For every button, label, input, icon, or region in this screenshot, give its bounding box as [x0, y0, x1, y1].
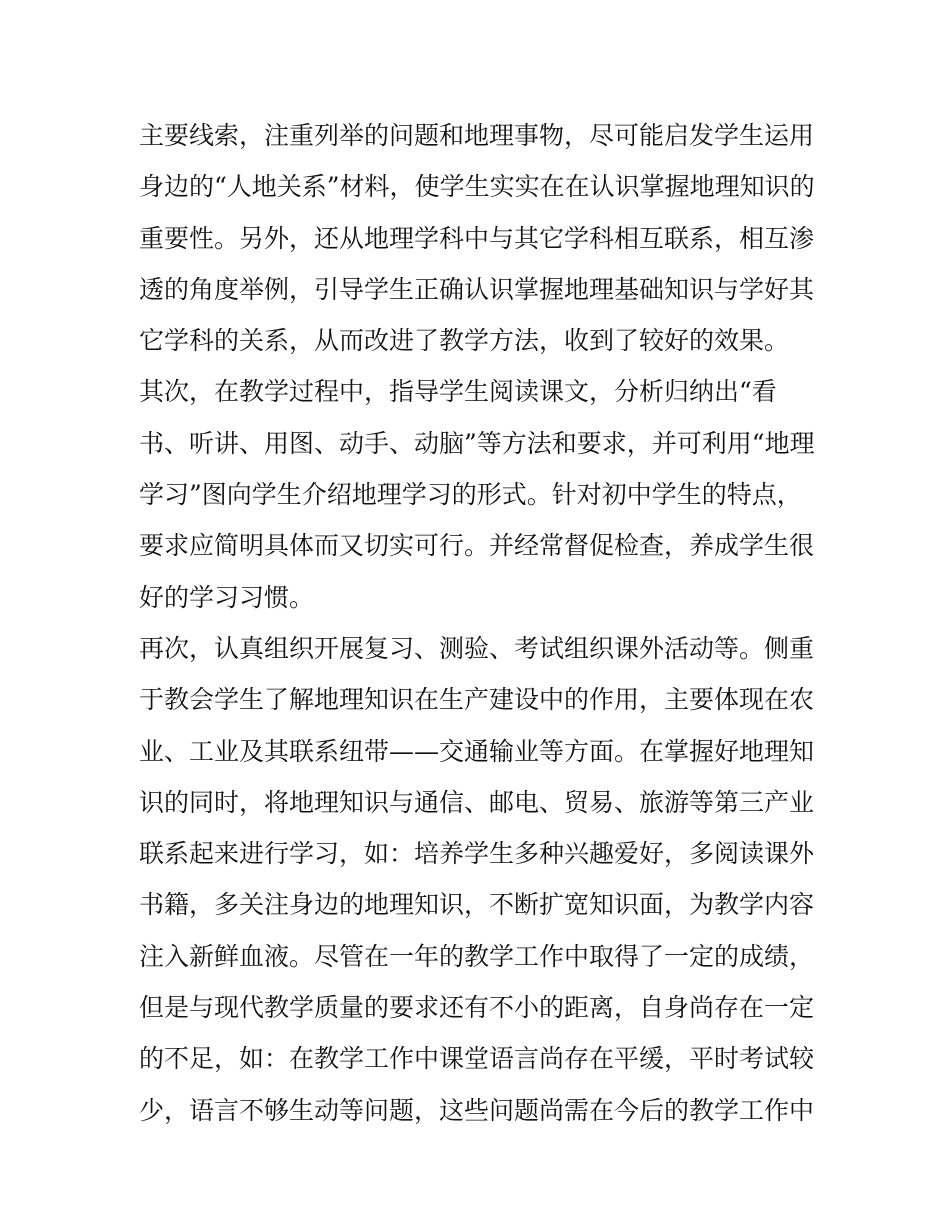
text-line: 再次，认真组织开展复习、测验、考试组织课外活动等。侧重 — [139, 633, 815, 663]
text-line: 重要性。另外，还从地理学科中与其它学科相互联系，相互渗 — [139, 223, 815, 253]
text-line: 识的同时，将地理知识与通信、邮电、贸易、旅游等第三产业 — [139, 787, 815, 817]
text-line: 身边的“人地关系”材料，使学生实实在在认识掌握地理知识的 — [139, 172, 815, 202]
text-line: 要求应简明具体而又切实可行。并经常督促检查，养成学生很 — [139, 531, 815, 561]
text-line: 但是与现代教学质量的要求还有不小的距离，自身尚存在一定 — [139, 993, 815, 1023]
text-line: 它学科的关系，从而改进了教学方法，收到了较好的效果。 — [139, 326, 790, 356]
text-line: 学习”图向学生介绍地理学习的形式。针对初中学生的特点， — [139, 480, 802, 510]
text-line: 业、工业及其联系纽带——交通输业等方面。在掌握好地理知 — [139, 736, 815, 766]
text-line: 其次，在教学过程中，指导学生阅读课文，分析归纳出“看 — [139, 377, 777, 407]
text-line: 好的学习习惯。 — [139, 582, 315, 612]
text-line: 书籍，多关注身边的地理知识，不断扩宽知识面，为教学内容 — [139, 890, 815, 920]
text-line: 于教会学生了解地理知识在生产建设中的作用，主要体现在农 — [139, 685, 815, 715]
text-line: 书、听讲、用图、动手、动脑”等方法和要求，并可利用“地理 — [139, 428, 815, 458]
text-line: 注入新鲜血液。尽管在一年的教学工作中取得了一定的成绩， — [139, 941, 815, 971]
text-line: 主要线索，注重列举的问题和地理事物，尽可能启发学生运用 — [139, 121, 815, 150]
text-line: 的不足，如：在教学工作中课堂语言尚存在平缓，平时考试较 — [139, 1044, 815, 1074]
text-line: 透的角度举例，引导学生正确认识掌握地理基础知识与学好其 — [139, 274, 815, 304]
body-text — [139, 110, 819, 1136]
text-line: 联系起来进行学习，如：培养学生多种兴趣爱好，多阅读课外 — [139, 839, 815, 869]
text-line: 少，语言不够生动等问题，这些问题尚需在今后的教学工作中 — [139, 1095, 815, 1125]
